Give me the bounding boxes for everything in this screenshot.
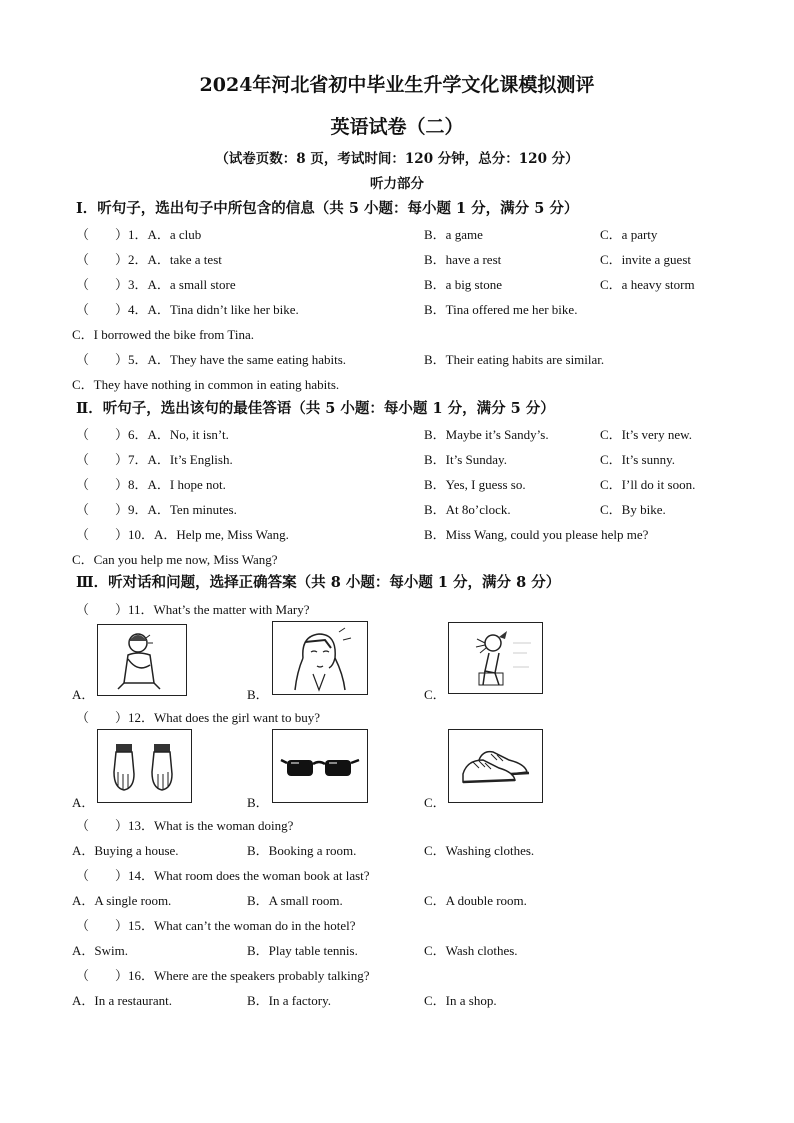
q8-option-c: C．I’ll do it soon.: [600, 477, 696, 492]
section-1-title: Ⅰ．听句子，选出句子中所包含的信息（共 5 小题：每小题 1 分，满分 5 分）: [76, 200, 579, 217]
q13-option-c: C．Washing clothes.: [424, 843, 535, 858]
q11-label-c: C．: [424, 687, 446, 702]
q14-option-a: A．A single room.: [72, 893, 172, 908]
part-heading: 听力部分: [370, 176, 424, 192]
section-3-title: Ⅲ．听对话和问题，选择正确答案（共 8 小题：每小题 1 分，满分 8 分）: [76, 574, 561, 591]
q4-option-c: C．I borrowed the bike from Tina.: [72, 327, 254, 342]
q12-label-c: C．: [424, 795, 446, 810]
q10-option-b: B．Miss Wang, could you please help me?: [424, 527, 649, 542]
q5-option-a: （ ）5．A．They have the same eating habits.: [76, 352, 347, 367]
sneezing-icon: [448, 622, 543, 694]
q6-option-a: （ ）6．A．No, it isn’t.: [76, 427, 229, 442]
q16-option-b: B．In a factory.: [247, 993, 331, 1008]
sneakers-icon: [448, 729, 543, 803]
q1-option-b: B．a game: [424, 227, 483, 242]
q11-stem: （ ）11．What’s the matter with Mary?: [76, 602, 310, 617]
q16-option-a: A．In a restaurant.: [72, 993, 172, 1008]
q4-option-a: （ ）4．A．Tina didn’t like her bike.: [76, 302, 299, 317]
paper-subtitle: 英语试卷（二）: [330, 116, 464, 138]
q6-option-c: C．It’s very new.: [600, 427, 692, 442]
q14-option-b: B．A small room.: [247, 893, 343, 908]
q9-option-a: （ ）9．A．Ten minutes.: [76, 502, 237, 517]
q9-option-b: B．At 8o’clock.: [424, 502, 511, 517]
q2-option-b: B．have a rest: [424, 252, 502, 267]
q10-option-c: C．Can you help me now, Miss Wang?: [72, 552, 278, 567]
q6-option-b: B．Maybe it’s Sandy’s.: [424, 427, 549, 442]
q3-option-c: C．a heavy storm: [600, 277, 695, 292]
q15-stem: （ ）15．What can’t the woman do in the hotel?: [76, 918, 356, 933]
q2-option-c: C．invite a guest: [600, 252, 691, 267]
q2-option-a: （ ）2．A．take a test: [76, 252, 222, 267]
q15-option-a: A．Swim.: [72, 943, 128, 958]
q4-option-b: B．Tina offered me her bike.: [424, 302, 578, 317]
q12-label-b: B．: [247, 795, 269, 810]
headache-icon: [272, 621, 368, 695]
q14-option-c: C．A double room.: [424, 893, 527, 908]
section-2-title: Ⅱ．听句子，选出该句的最佳答语（共 5 小题：每小题 1 分，满分 5 分）: [76, 400, 555, 417]
q12-label-a: A．: [72, 795, 95, 810]
q12-stem: （ ）12．What does the girl want to buy?: [76, 710, 321, 725]
q3-option-b: B．a big stone: [424, 277, 502, 292]
gloves-icon: [97, 729, 192, 803]
q1-option-a: （ ）1．A．a club: [76, 227, 202, 242]
q11-label-a: A．: [72, 687, 95, 702]
q14-stem: （ ）14．What room does the woman book at last?: [76, 868, 370, 883]
q15-option-b: B．Play table tennis.: [247, 943, 358, 958]
q10-option-a: （ ）10．A．Help me, Miss Wang.: [76, 527, 289, 542]
q15-option-c: C．Wash clothes.: [424, 943, 518, 958]
exam-title: 2024年河北省初中毕业生升学文化课模拟测评: [199, 74, 595, 96]
exam-info: （试卷页数：8 页，考试时间：120 分钟，总分：120 分）: [215, 151, 579, 167]
q3-option-a: （ ）3．A．a small store: [76, 277, 236, 292]
q5-option-b: B．Their eating habits are similar.: [424, 352, 605, 367]
q7-option-c: C．It’s sunny.: [600, 452, 675, 467]
q16-stem: （ ）16．Where are the speakers probably talking?: [76, 968, 370, 983]
q16-option-c: C．In a shop.: [424, 993, 497, 1008]
q13-stem: （ ）13．What is the woman doing?: [76, 818, 294, 833]
q8-option-a: （ ）8．A．I hope not.: [76, 477, 226, 492]
q8-option-b: B．Yes, I guess so.: [424, 477, 526, 492]
q7-option-a: （ ）7．A．It’s English.: [76, 452, 233, 467]
q5-option-c: C．They have nothing in common in eating habits.: [72, 377, 340, 392]
q9-option-c: C．By bike.: [600, 502, 666, 517]
glasses-icon: [272, 729, 368, 803]
stomachache-icon: [97, 624, 187, 696]
q11-label-b: B．: [247, 687, 269, 702]
q13-option-b: B．Booking a room.: [247, 843, 357, 858]
q7-option-b: B．It’s Sunday.: [424, 452, 507, 467]
q1-option-c: C．a party: [600, 227, 658, 242]
q13-option-a: A．Buying a house.: [72, 843, 179, 858]
